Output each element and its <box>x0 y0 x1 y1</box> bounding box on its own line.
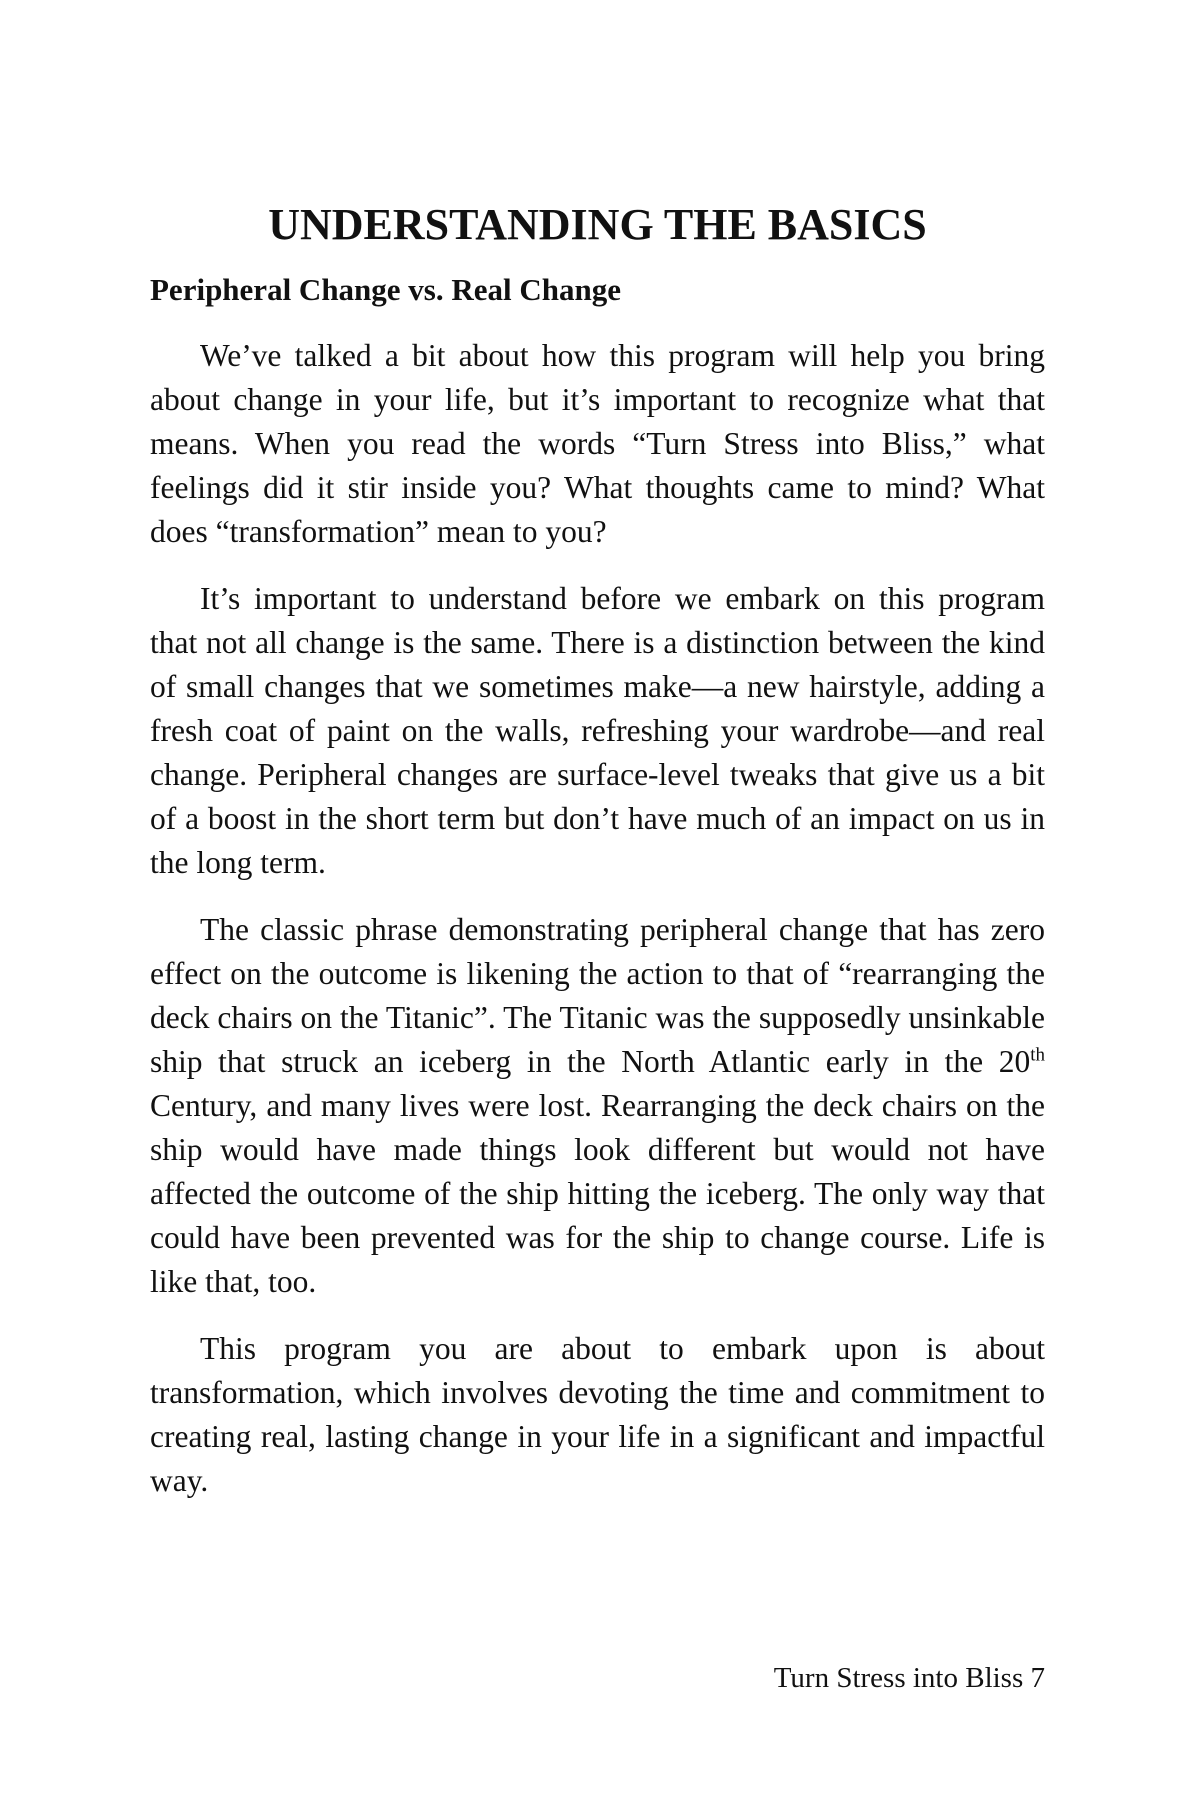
book-page <box>150 0 1045 1800</box>
body-text <box>150 334 1045 1526</box>
paragraph-3-part-1: The classic phrase demonstrating peripheral change that has zero effect on the outcome is likening the action to that of “rearranging the deck chairs on the Titanic”. The Titanic was the supposedly unsinkable ship that struck an iceberg in the North Atlantic early in the 20 <box>150 912 1045 1079</box>
section-heading: Peripheral Change vs. Real Change <box>150 272 622 307</box>
paragraph-3 <box>150 908 1045 1304</box>
paragraph-4: This program you are about to embark upon is about transformation, which involves devoting the time and commitment to creating real, lasting change in your life in a significant and impactful way. <box>150 1331 1045 1498</box>
paragraph-2: It’s important to understand before we embark on this program that not all change is the same. There is a distinction between the kind of small changes that we sometimes make—a new hairstyle, adding a fresh coat of paint on the walls, refreshing your wardrobe—and real change. Peripheral changes are surface-level tweaks that give us a bit of a boost in the short term but don’t have much of an impact on us in the long term. <box>150 581 1045 880</box>
chapter-title: UNDERSTANDING THE BASICS <box>268 200 927 249</box>
ordinal-superscript: th <box>1030 1044 1045 1066</box>
page-footer: Turn Stress into Bliss 7 <box>773 1662 1045 1694</box>
paragraph-3-part-2: Century, and many lives were lost. Rearranging the deck chairs on the ship would have made things look different but would not have affected the outcome of the ship hitting the iceberg. The only way that could have been prevented was for the ship to change course. Life is like that, too. <box>150 1088 1045 1299</box>
paragraph-1: We’ve talked a bit about how this program will help you bring about change in your life, but it’s important to recognize what that means. When you read the words “Turn Stress into Bliss,” what feelings did it stir inside you? What thoughts came to mind? What does “transformation” mean to you? <box>150 338 1045 549</box>
